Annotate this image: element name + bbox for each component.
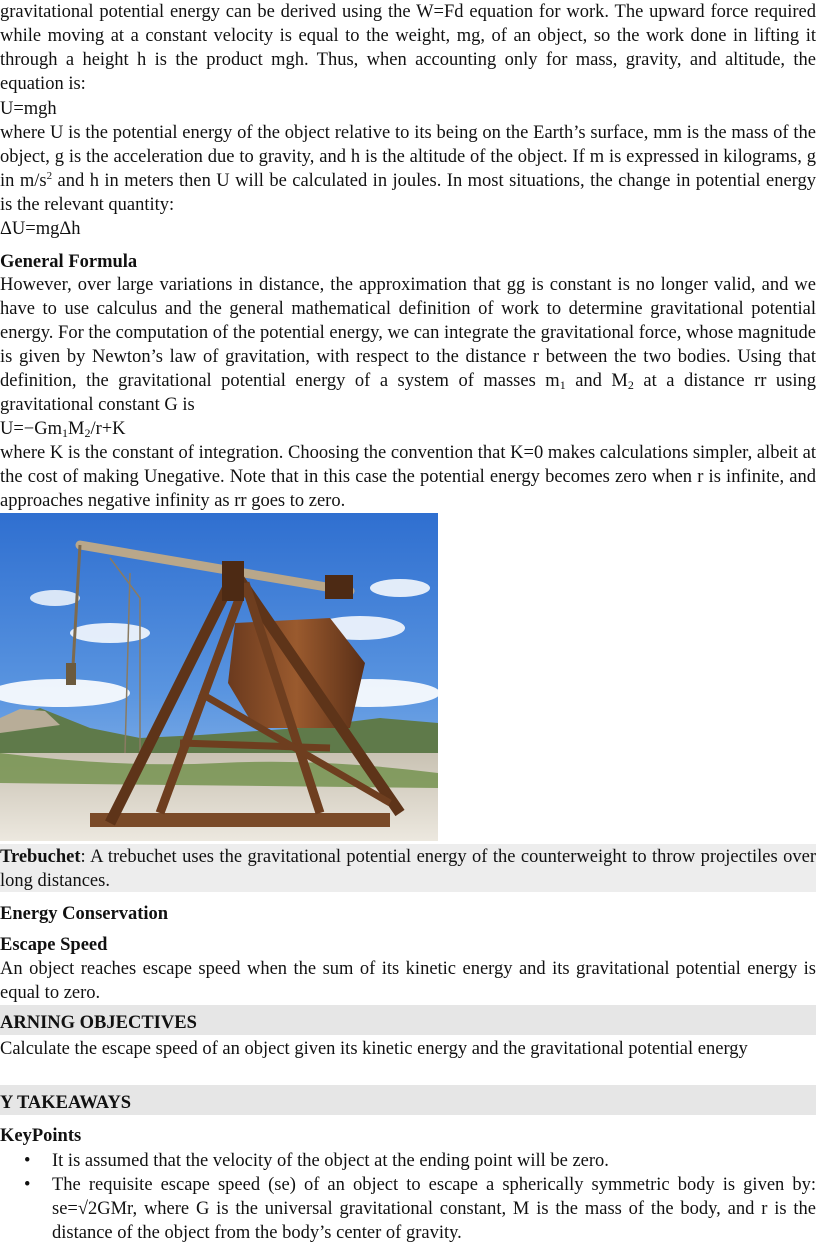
equation-delta-u: ΔU=mgΔh	[0, 219, 81, 239]
intro-paragraph-2: where U is the potential energy of the object relative to its being on the Earth’s surface, mm is the mass of the object, g is the acceleration due to gravity, and h is the altitude of the object. If m is expressed in kilograms, g in $m/s^2$ and h in meters then U will be calculated in joules. In most situations, the change in potential energy is the relevant quantity:	[0, 123, 816, 215]
escape-speed-paragraph: An object reaches escape speed when the sum of its kinetic energy and its gravitational potential energy is equal to zero.	[0, 959, 816, 1003]
intro-paragraph-1: gravitational potential energy can be derived using the W=Fd equation for work. The upward force required while moving at a constant velocity is equal to the weight, mg, of an object, so the work done in lifting it through a height h is the product mgh. Thus, when accounting only for mass, gravity, and altitude, the equation is:	[0, 2, 816, 94]
learning-objectives-heading: ARNING OBJECTIVES	[0, 1013, 197, 1033]
equation-general: $U=-Gm_1M_2/r+K$	[0, 419, 126, 440]
energy-conservation-heading: Energy Conservation	[0, 904, 169, 924]
keypoints-list	[0, 1149, 816, 1245]
learning-objectives-paragraph: Calculate the escape speed of an object given its kinetic energy and the gravitational potential energy	[0, 1039, 748, 1059]
general-formula-heading: General Formula	[0, 252, 138, 272]
list-item: • It is assumed that the velocity of the object at the ending point will be zero.	[0, 1149, 816, 1173]
keypoints-heading: KeyPoints	[0, 1126, 82, 1146]
key-takeaways-heading: Y TAKEAWAYS	[0, 1093, 132, 1113]
general-formula-paragraph-2: where K is the constant of integration. Choosing the convention that K=0 makes calculations simpler, albeit at the cost of making Unegative. Note that in this case the potential energy becomes zero when r is infinite, and approaches negative infinity as rr goes to zero.	[0, 443, 816, 511]
figure-caption: Trebuchet: A trebuchet uses the gravitational potential energy of the counterweight to throw projectiles over long distances.	[0, 847, 816, 891]
general-formula-paragraph: However, over large variations in distance, the approximation that gg is constant is no longer valid, and we have to use calculus and the general mathematical definition of work to determine gravitational potential energy. For the computation of the potential energy, we can integrate the gravitational force, whose magnitude is given by Newton’s law of gravitation, with respect to the distance r between the two bodies. Using that definition, the gravitational potential energy of a system of masses $m_1$ and $M_2$ at a distance rr using gravitational constant G is	[0, 275, 816, 415]
escape-speed-heading: Escape Speed	[0, 935, 108, 955]
trebuchet-photo	[0, 513, 438, 841]
list-item: • The requisite escape speed (se) of an object to escape a spherically symmetric body is given by: se=√2GMr, where G is the universal gravitational constant, M is the mass of the body, and r is the distance of the object from the body’s center of gravity.	[0, 1173, 816, 1245]
equation-u-mgh: U=mgh	[0, 99, 57, 119]
